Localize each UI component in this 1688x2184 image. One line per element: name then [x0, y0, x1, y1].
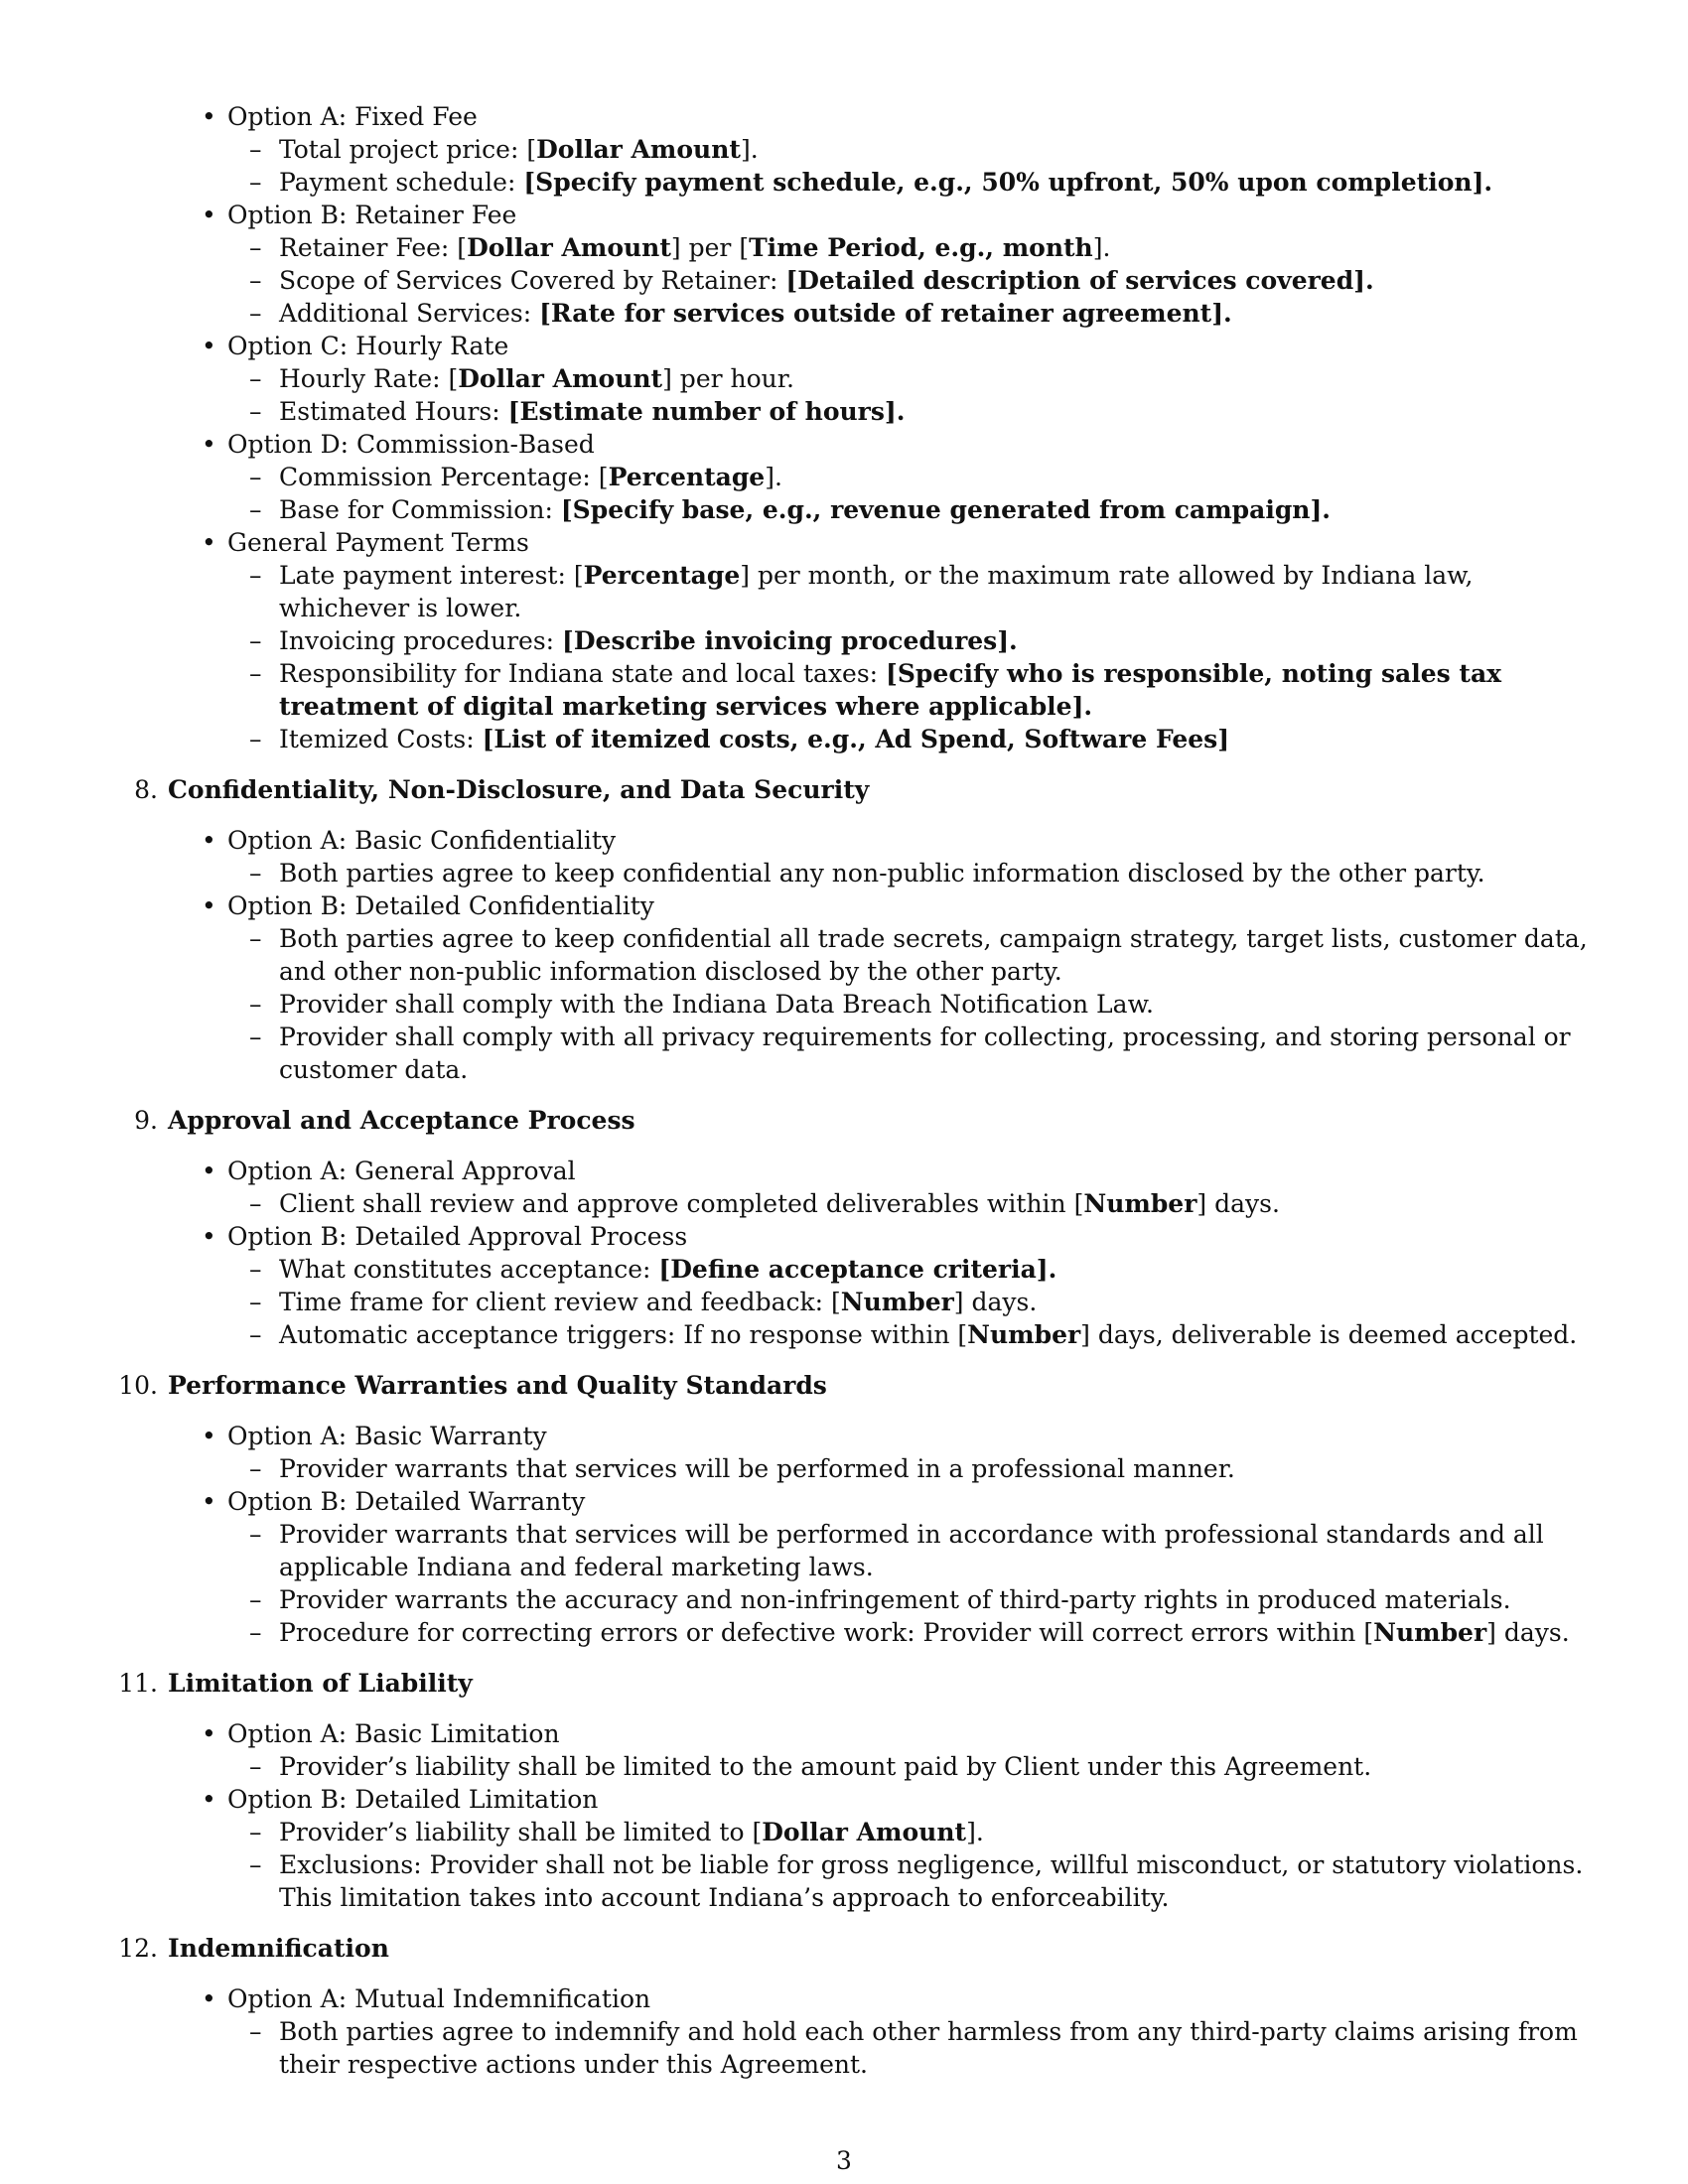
sub-item [279, 857, 1588, 889]
item-text: Commission Percentage: [ [279, 463, 609, 491]
item-text: ]. [765, 463, 782, 491]
section-number: 9. [134, 1106, 158, 1135]
sub-item [279, 264, 1588, 297]
sub-item [279, 133, 1588, 166]
option-item [227, 1420, 1588, 1452]
item-text: ] days. [1486, 1618, 1570, 1647]
sub-item [279, 559, 1588, 624]
item-text: Base for Commission: [279, 495, 561, 524]
item-text: Option B: Detailed Approval Process [227, 1222, 688, 1251]
sub-item [279, 395, 1588, 428]
placeholder-text: Dollar Amount [458, 364, 663, 393]
placeholder-text: Number [1083, 1189, 1197, 1218]
sub-item [279, 1021, 1588, 1086]
sub-item [279, 1750, 1588, 1783]
item-text: Option B: Detailed Confidentiality [227, 891, 654, 920]
placeholder-text: Time Period, e.g., month [749, 233, 1093, 262]
item-text: Both parties agree to keep confidential all trade secrets, campaign strategy, target lists, customer data, and other non-public information disclosed by the other party. [279, 924, 1588, 986]
placeholder-text: Number [967, 1320, 1081, 1349]
item-text: What constitutes acceptance: [279, 1255, 659, 1284]
item-text: Estimated Hours: [279, 397, 508, 426]
item-text: Automatic acceptance triggers: If no response within [ [279, 1320, 968, 1349]
section-title: Performance Warranties and Quality Standards [168, 1371, 827, 1400]
section-heading [134, 773, 1558, 806]
placeholder-text: [Detailed description of services covered]. [785, 266, 1374, 295]
item-text: Retainer Fee: [ [279, 233, 468, 262]
option-item [227, 526, 1588, 559]
item-text: ] days. [953, 1288, 1038, 1316]
item-text: Time frame for client review and feedback: [ [279, 1288, 841, 1316]
item-text: Provider’s liability shall be limited to the amount paid by Client under this Agreement. [279, 1752, 1372, 1781]
page-number: 3 [836, 2146, 852, 2175]
section-number: 11. [118, 1669, 158, 1698]
placeholder-text: [Describe invoicing procedures]. [562, 626, 1018, 655]
section-heading [118, 1369, 1558, 1402]
sub-item [279, 657, 1588, 723]
item-text: General Payment Terms [227, 528, 529, 557]
placeholder-text: Percentage [583, 561, 741, 590]
sub-item [279, 1286, 1588, 1318]
section-title: Indemnification [168, 1934, 389, 1963]
item-text: Option B: Detailed Warranty [227, 1487, 586, 1516]
placeholder-text: [Specify who is responsible, noting sales tax treatment of digital marketing services where applicable]. [279, 659, 1502, 721]
sub-item [279, 723, 1588, 755]
sub-item [279, 1616, 1588, 1649]
item-text: Option A: Fixed Fee [227, 102, 478, 131]
option-item [227, 1717, 1588, 1750]
sub-item [279, 1452, 1588, 1485]
sub-item [279, 493, 1588, 526]
item-text: Provider’s liability shall be limited to [ [279, 1818, 763, 1846]
placeholder-text: [Specify payment schedule, e.g., 50% upfront, 50% upon completion]. [523, 168, 1493, 197]
placeholder-text: [List of itemized costs, e.g., Ad Spend, Software Fees] [482, 725, 1230, 753]
placeholder-text: [Estimate number of hours]. [507, 397, 906, 426]
item-text: Payment schedule: [279, 168, 524, 197]
item-text: Option A: General Approval [227, 1157, 576, 1185]
option-item [227, 824, 1588, 857]
option-item [227, 1982, 1588, 2015]
sub-item [279, 297, 1588, 330]
item-text: ]. [1092, 233, 1111, 262]
item-text: Exclusions: Provider shall not be liable for gross negligence, willful misconduct, or statutory violations. This limitation takes into account Indiana’s approach to enforceability. [279, 1850, 1584, 1912]
sub-item [279, 1253, 1588, 1286]
sub-item [279, 2015, 1588, 2081]
item-text: Option A: Basic Confidentiality [227, 826, 617, 855]
option-item [227, 1155, 1588, 1187]
sub-item [279, 1518, 1588, 1583]
item-text: Provider shall comply with all privacy requirements for collecting, processing, and storing personal or customer data. [279, 1023, 1571, 1084]
item-text: Option C: Hourly Rate [227, 332, 509, 360]
item-text: Responsibility for Indiana state and local taxes: [279, 659, 887, 688]
sub-item [279, 1848, 1588, 1914]
item-text: ] per hour. [662, 364, 794, 393]
option-item [227, 1485, 1588, 1518]
option-item [227, 428, 1588, 461]
item-text: Option A: Mutual Indemnification [227, 1984, 651, 2013]
sub-item [279, 231, 1588, 264]
placeholder-text: [Rate for services outside of retainer agreement]. [539, 299, 1232, 328]
option-item [227, 889, 1588, 922]
placeholder-text: Dollar Amount [467, 233, 671, 262]
item-text: Provider warrants the accuracy and non-infringement of third-party rights in produced materials. [279, 1585, 1511, 1614]
item-text: Option A: Basic Limitation [227, 1719, 560, 1748]
item-text: Hourly Rate: [ [279, 364, 459, 393]
item-text: Additional Services: [279, 299, 540, 328]
sub-item [279, 362, 1588, 395]
option-item [227, 1783, 1588, 1816]
placeholder-text: Number [840, 1288, 954, 1316]
placeholder-text: [Specify base, e.g., revenue generated from campaign]. [560, 495, 1332, 524]
placeholder-text: Number [1373, 1618, 1487, 1647]
sub-item [279, 461, 1588, 493]
section-title: Confidentiality, Non-Disclosure, and Data Security [168, 775, 870, 804]
option-item [227, 1220, 1588, 1253]
item-text: Both parties agree to keep confidential any non-public information disclosed by the other party. [279, 859, 1485, 887]
item-text: ] days, deliverable is deemed accepted. [1080, 1320, 1578, 1349]
item-text: Provider warrants that services will be performed in accordance with professional standards and all applicable Indiana and federal marketing laws. [279, 1520, 1544, 1581]
item-text: Option B: Detailed Limitation [227, 1785, 599, 1814]
item-text: Total project price: [ [279, 135, 537, 164]
item-text: Invoicing procedures: [279, 626, 563, 655]
placeholder-text: [Define acceptance criteria]. [658, 1255, 1057, 1284]
item-text: Procedure for correcting errors or defective work: Provider will correct errors within [ [279, 1618, 1374, 1647]
sub-item [279, 922, 1588, 988]
item-text: Option B: Retainer Fee [227, 201, 517, 229]
option-item [227, 199, 1588, 231]
item-text: Client shall review and approve completed deliverables within [ [279, 1189, 1084, 1218]
item-text: ] per [ [670, 233, 750, 262]
section-title: Approval and Acceptance Process [168, 1106, 635, 1135]
sub-item [279, 1318, 1588, 1351]
item-text: Provider warrants that services will be performed in a professional manner. [279, 1454, 1235, 1483]
item-text: ] per month, or the maximum rate allowed by Indiana law, whichever is lower. [279, 561, 1474, 622]
section-title: Limitation of Liability [168, 1669, 473, 1698]
section-heading [134, 1104, 1558, 1137]
option-item [227, 330, 1588, 362]
item-text: ]. [740, 135, 759, 164]
sub-item [279, 1187, 1588, 1220]
item-text: ]. [966, 1818, 984, 1846]
section-number: 8. [134, 775, 158, 804]
item-text: Scope of Services Covered by Retainer: [279, 266, 786, 295]
sub-item [279, 624, 1588, 657]
document-body [0, 100, 1688, 2081]
item-text: Option A: Basic Warranty [227, 1422, 547, 1450]
item-text: Both parties agree to indemnify and hold each other harmless from any third-party claims arising from their respective actions under this Agreement. [279, 2017, 1578, 2079]
placeholder-text: Dollar Amount [762, 1818, 967, 1846]
sub-item [279, 1583, 1588, 1616]
section-heading [118, 1667, 1558, 1700]
option-item [227, 100, 1588, 133]
sub-item [279, 988, 1588, 1021]
sub-item [279, 1816, 1588, 1848]
sub-item [279, 166, 1588, 199]
item-text: ] days. [1196, 1189, 1280, 1218]
item-text: Late payment interest: [ [279, 561, 584, 590]
section-number: 10. [118, 1371, 158, 1400]
section-number: 12. [118, 1934, 158, 1963]
item-text: Option D: Commission-Based [227, 430, 595, 459]
section-heading [118, 1932, 1558, 1965]
item-text: Itemized Costs: [279, 725, 483, 753]
placeholder-text: Percentage [608, 463, 766, 491]
placeholder-text: Dollar Amount [536, 135, 741, 164]
item-text: Provider shall comply with the Indiana Data Breach Notification Law. [279, 990, 1154, 1019]
